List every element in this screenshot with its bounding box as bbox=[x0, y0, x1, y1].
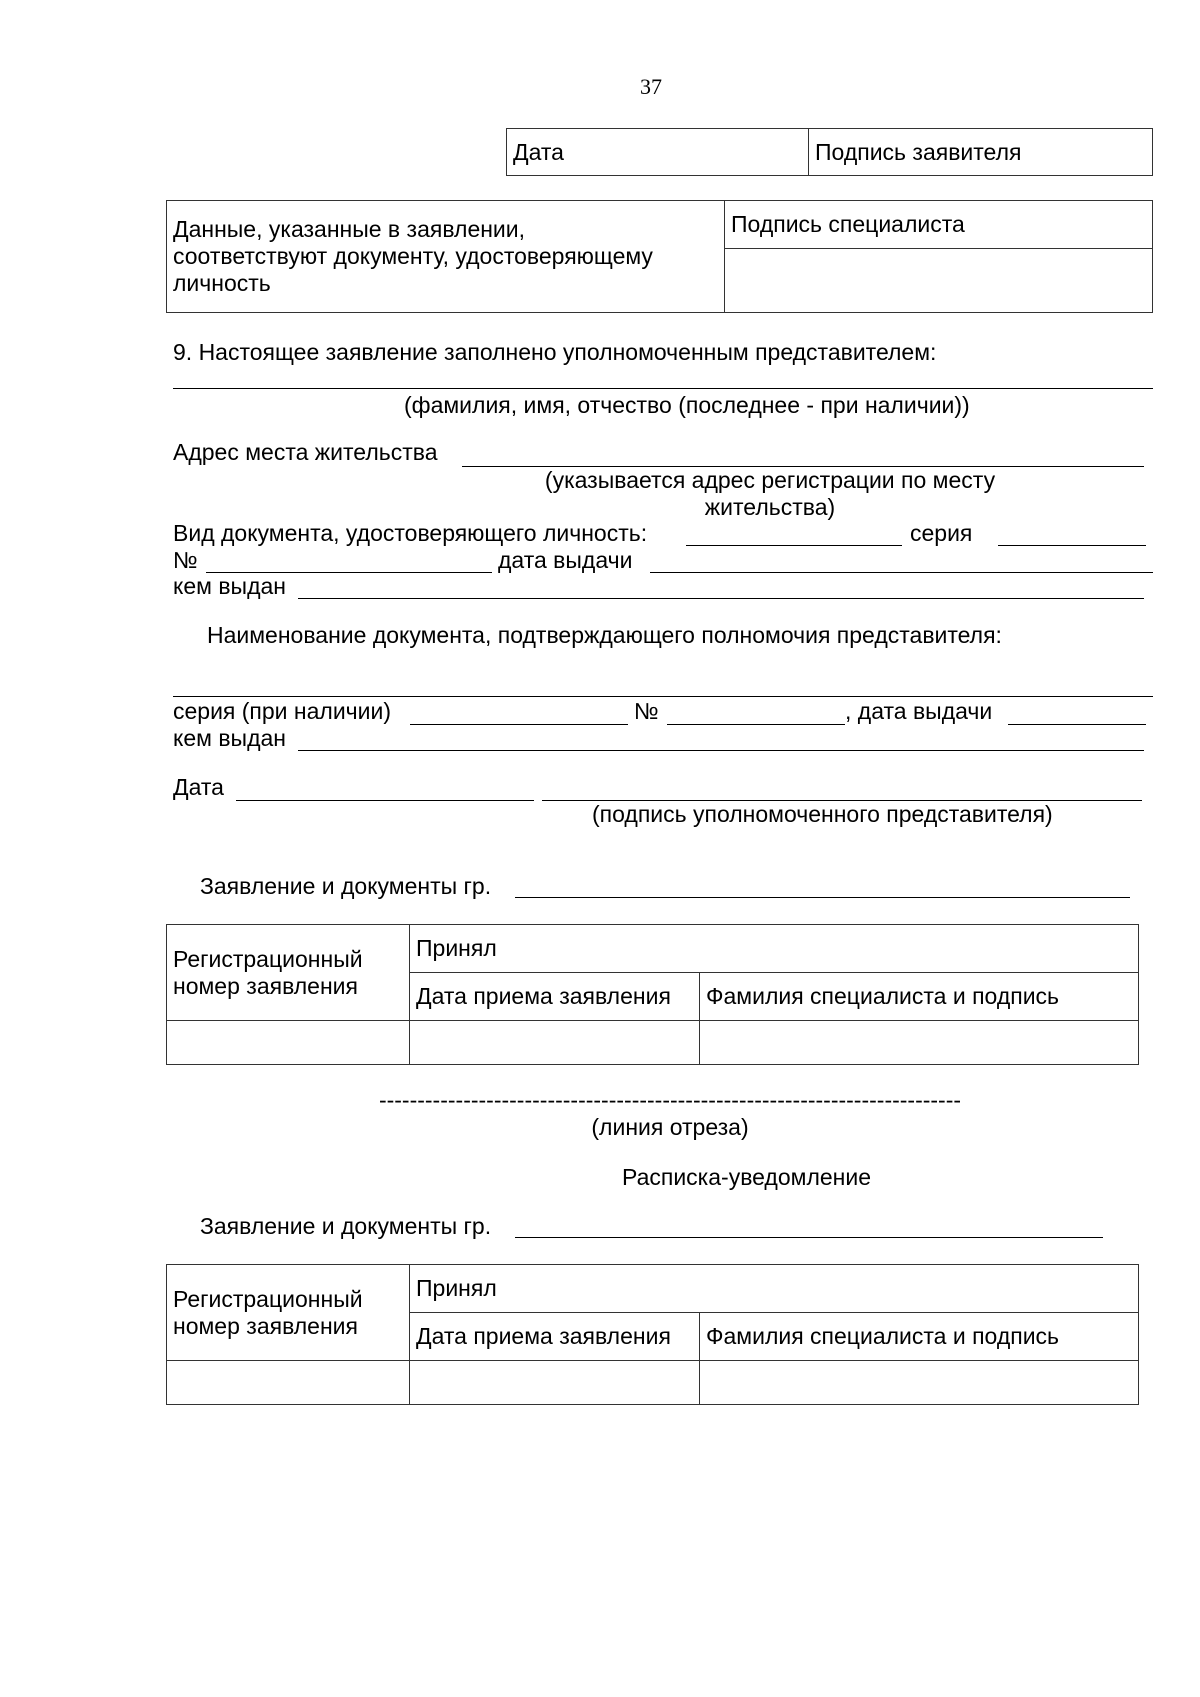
receipt1-reg-number-cell[interactable] bbox=[167, 1021, 410, 1065]
receipt1-reg-label-1: Регистрационный bbox=[173, 945, 363, 972]
rep-fio-hint: (фамилия, имя, отчество (последнее - при наличии)) bbox=[404, 392, 970, 418]
receipt2-accepted-header: Принял bbox=[410, 1265, 1139, 1313]
rep-date-label: Дата bbox=[173, 774, 224, 800]
verification-line-2: соответствуют документу, удостоверяющему bbox=[173, 243, 653, 269]
auth-series-label: серия (при наличии) bbox=[173, 698, 392, 724]
receipt-title: Расписка-уведомление bbox=[622, 1164, 872, 1190]
auth-issued-by-line[interactable] bbox=[298, 750, 1144, 751]
id-issued-by-label: кем выдан bbox=[173, 573, 286, 599]
cut-line-label: (линия отреза) bbox=[591, 1114, 749, 1140]
applicant-signature-cell: Подпись заявителя bbox=[809, 129, 1153, 176]
date-cell: Дата bbox=[507, 129, 809, 176]
receipt1-intro: Заявление и документы гр. bbox=[200, 873, 492, 899]
address-hint-2: жительства) bbox=[704, 494, 836, 520]
receipt2-specialist-header: Фамилия специалиста и подпись bbox=[700, 1313, 1139, 1361]
receipt2-intro: Заявление и документы гр. bbox=[200, 1213, 492, 1239]
page-number: 37 bbox=[640, 74, 662, 99]
receipt2-accept-date-header: Дата приема заявления bbox=[410, 1313, 700, 1361]
receipt2-reg-number-cell[interactable] bbox=[167, 1361, 410, 1405]
receipt2-accept-date-cell[interactable] bbox=[410, 1361, 700, 1405]
receipt2-reg-number-header bbox=[167, 1265, 410, 1361]
rep-date-line[interactable] bbox=[236, 800, 534, 801]
id-series-label: серия bbox=[910, 520, 973, 546]
receipt2-reg-label-1: Регистрационный bbox=[173, 1285, 363, 1312]
receipt1-accept-date-cell[interactable] bbox=[410, 1021, 700, 1065]
specialist-signature-field[interactable] bbox=[725, 249, 1153, 313]
auth-series-line[interactable] bbox=[410, 724, 628, 725]
id-issue-date-label: дата выдачи bbox=[498, 547, 633, 573]
auth-issue-date-line[interactable] bbox=[1008, 724, 1146, 725]
receipt2-reg-label-2: номер заявления bbox=[173, 1312, 358, 1339]
verification-line-3: личность bbox=[173, 270, 271, 296]
address-label: Адрес места жительства bbox=[173, 439, 438, 465]
id-series-line[interactable] bbox=[998, 545, 1146, 546]
receipt1-table bbox=[166, 924, 1139, 1065]
receipt1-accept-date-header: Дата приема заявления bbox=[410, 973, 700, 1021]
auth-number-line[interactable] bbox=[667, 724, 845, 725]
receipt1-specialist-header: Фамилия специалиста и подпись bbox=[700, 973, 1139, 1021]
id-issue-date-line[interactable] bbox=[650, 572, 1153, 573]
auth-issued-by-label: кем выдан bbox=[173, 725, 286, 751]
verification-statement bbox=[167, 201, 725, 313]
auth-doc-label: Наименование документа, подтверждающего полномочия представителя: bbox=[207, 622, 1002, 648]
receipt1-specialist-cell[interactable] bbox=[700, 1021, 1139, 1065]
verification-line-1: Данные, указанные в заявлении, bbox=[173, 216, 526, 242]
section9-heading: 9. Настоящее заявление заполнено уполномоченным представителем: bbox=[173, 339, 937, 365]
id-doc-label: Вид документа, удостоверяющего личность: bbox=[173, 520, 648, 546]
specialist-signature-label: Подпись специалиста bbox=[725, 201, 1153, 249]
rep-fio-line[interactable] bbox=[173, 388, 1153, 389]
address-hint-1: (указывается адрес регистрации по месту bbox=[544, 467, 996, 493]
auth-number-label: № bbox=[634, 698, 659, 724]
receipt1-accepted-header: Принял bbox=[410, 925, 1139, 973]
id-issued-by-line[interactable] bbox=[298, 598, 1144, 599]
id-number-label: № bbox=[173, 547, 198, 573]
receipt1-reg-number-header bbox=[167, 925, 410, 1021]
applicant-sign-table bbox=[506, 128, 1153, 176]
auth-doc-name-line[interactable] bbox=[173, 696, 1153, 697]
cut-line-dashes: ---------------------------------------------------------------------------- bbox=[378, 1087, 962, 1113]
receipt1-citizen-line[interactable] bbox=[515, 897, 1130, 898]
auth-issue-date-label: , дата выдачи bbox=[845, 698, 993, 724]
receipt1-reg-label-2: номер заявления bbox=[173, 972, 358, 999]
receipt2-table bbox=[166, 1264, 1139, 1405]
receipt2-specialist-cell[interactable] bbox=[700, 1361, 1139, 1405]
id-doc-type-line[interactable] bbox=[686, 545, 902, 546]
rep-signature-hint: (подпись уполномоченного представителя) bbox=[592, 801, 1053, 827]
verification-table bbox=[166, 200, 1153, 313]
receipt2-citizen-line[interactable] bbox=[515, 1237, 1103, 1238]
